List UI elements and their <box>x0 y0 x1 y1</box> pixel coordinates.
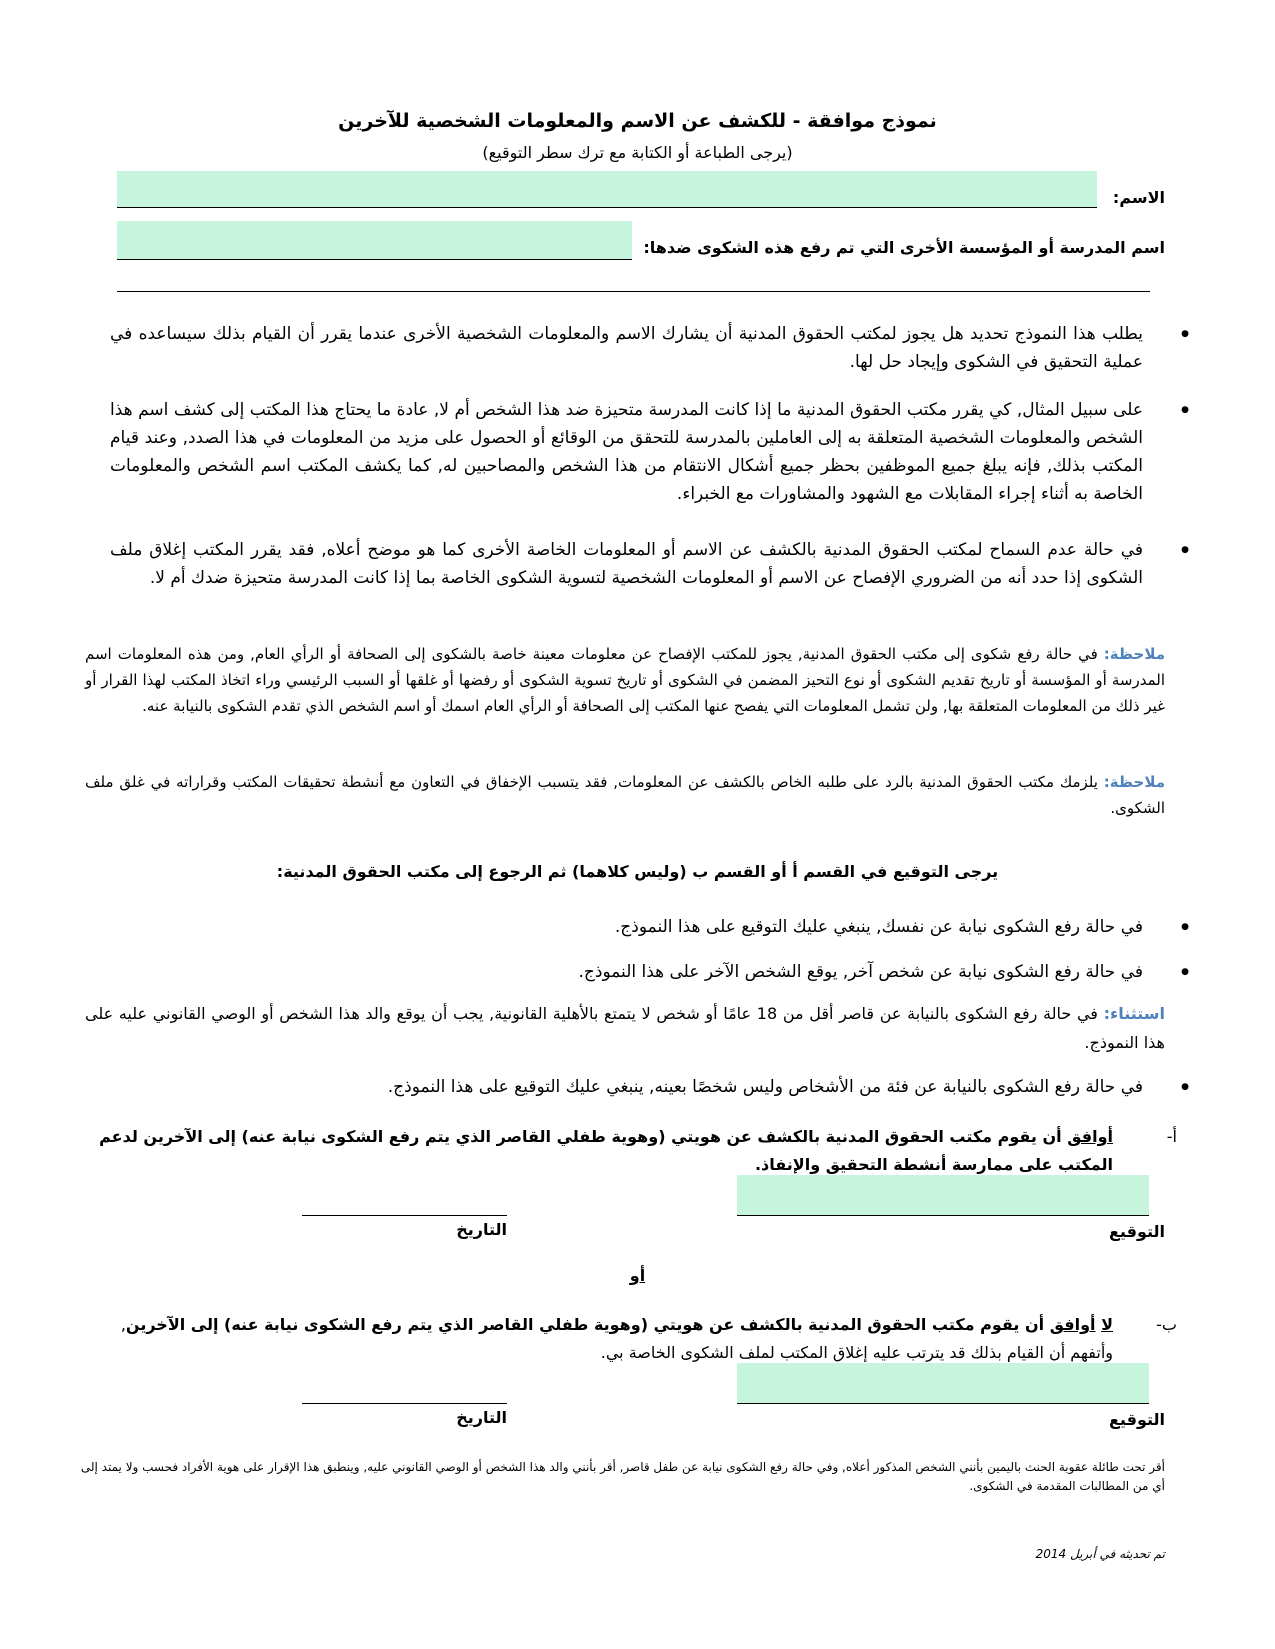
section-a-date-line[interactable] <box>302 1215 507 1216</box>
note-1-text: في حالة رفع شكوى إلى مكتب الحقوق المدنية, يجوز للمكتب الإفصاح عن معلومات معينة خاصة بالشكوى إلى الصحافة أو الرأي العام, ومن هذه المعلومات اسم المدرسة أو المؤسسة أو تاريخ تقديم الشكوى أو نوع التحيز المضمن في الشكوى أو تاريخ تسوية الشكوى أو رفضها أو غلقها أو السبب الرئيسي وراء اتخاذ المكتب لهذا القرار أو غير ذلك من المعلومات المتعلقة بها, ولن تشمل المعلومات التي يفصح عنها المكتب إلى الصحافة أو الرأي العام اسمك أو اسم الشخص الذي تقدم الشكوى بالنيابة عنه. <box>85 645 1165 715</box>
exception-note <box>85 999 1165 1057</box>
section-a <box>75 1123 1177 1179</box>
institution-continuation-line[interactable] <box>117 291 1150 292</box>
form-subtitle: (يرجى الطباعة أو الكتابة مع ترك سطر التوقيع) <box>482 143 793 162</box>
note-1 <box>85 641 1165 719</box>
section-a-text <box>75 1123 1165 1179</box>
section-a-letter: أ- <box>1166 1127 1177 1146</box>
section-b-date-label: التاريخ <box>456 1408 507 1427</box>
signing-instruction: يرجى التوقيع في القسم أ أو القسم ب (وليس كلاهما) ثم الرجوع إلى مكتب الحقوق المدنية: <box>276 862 999 881</box>
section-b-text <box>75 1311 1165 1367</box>
section-b-no: لا <box>1101 1315 1113 1334</box>
or-label: أو <box>629 1266 646 1285</box>
section-a-signature-label: التوقيع <box>1109 1222 1165 1241</box>
info-bullet-2: ● على سبيل المثال, كي يقرر مكتب الحقوق المدنية ما إذا كانت المدرسة متحيزة ضد هذا الشخص أم لا, عادة ما يحتاج هذا المكتب إلى كشف اسم هذا الشخص والمعلومات الشخصية المتعلقة به إلى العاملين بالمدرسة للتحقق من الوقائع أو الحصول على مزيد من المعلومات في هذا الصدد, وعند قيام المكتب بذلك, فإنه يبلغ جميع الموظفين بحظر جميع أشكال الانتقام من هذا الشخص والمصاحبين له, كما يكشف المكتب اسم الشخص والمعلومات الخاصة به أثناء إجراء المقابلات مع الشهود والمشاورات مع الخبراء. <box>110 396 1165 508</box>
section-a-agree: أوافق <box>1067 1127 1113 1146</box>
sign-bullet-3: ● في حالة رفع الشكوى بالنيابة عن فئة من الأشخاص وليس شخصًا بعينه, ينبغي عليك التوقيع على هذا النموذج. <box>110 1073 1165 1101</box>
name-underline <box>117 207 1097 208</box>
sign-bullet-2: ● في حالة رفع الشكوى نيابة عن شخص آخر, يوقع الشخص الآخر على هذا النموذج. <box>110 958 1165 986</box>
exception-text: في حالة رفع الشكوى بالنيابة عن قاصر أقل من 18 عامًا أو شخص لا يتمتع بالأهلية القانونية, يجب أن يوقع والد هذا الشخص أو الوصي القانوني عليه على هذا النموذج. <box>85 1004 1165 1052</box>
note-2 <box>85 769 1165 821</box>
institution-label: اسم المدرسة أو المؤسسة الأخرى التي تم رفع هذه الشكوى ضدها: <box>643 238 1165 257</box>
exception-label: استثناء: <box>1103 1004 1166 1023</box>
section-b-body: أن يقوم مكتب الحقوق المدنية بالكشف عن هويتي (وهوية طفلي القاصر الذي يتم رفع الشكوى نيابة عنه) إلى الآخرين <box>125 1315 1050 1334</box>
form-title: نموذج موافقة - للكشف عن الاسم والمعلومات الشخصية للآخرين <box>338 110 937 132</box>
info-bullet-3: ● في حالة عدم السماح لمكتب الحقوق المدنية بالكشف عن الاسم أو المعلومات الخاصة الأخرى كما هو موضح أعلاه, فقد يقرر المكتب إغلاق ملف الشكوى إذا حدد أنه من الضروري الإفصاح عن الاسم أو المعلومات الشخصية لتسوية الشكوى الخاصة بما إذا كانت المدرسة متحيزة ضدك أم لا. <box>110 536 1165 592</box>
section-a-signature-line <box>737 1215 1149 1216</box>
section-b-signature-label: التوقيع <box>1109 1410 1165 1429</box>
section-b-agree: أوافق <box>1049 1315 1096 1334</box>
section-b-signature-input[interactable] <box>737 1363 1149 1403</box>
section-b <box>75 1311 1177 1367</box>
section-b-letter: ب- <box>1156 1315 1177 1334</box>
updated-date: تم تحديثه في أبريل 2014 <box>1035 1547 1165 1561</box>
note-1-label: ملاحظة: <box>1103 645 1165 663</box>
note-2-label: ملاحظة: <box>1103 773 1165 791</box>
note-2-text: يلزمك مكتب الحقوق المدنية بالرد على طلبه الخاص بالكشف عن المعلومات, فقد يتسبب الإخفاق في التعاون مع أنشطة تحقيقات المكتب وقراراته في غلق ملف الشكوى. <box>85 773 1165 817</box>
section-a-body: أن يقوم مكتب الحقوق المدنية بالكشف عن هويتي (وهوية طفلي القاصر الذي يتم رفع الشكوى نيابة عنه) إلى الآخرين لدعم المكتب على ممارسة أنشطة التحقيق والإنفاذ. <box>99 1127 1113 1174</box>
section-b-rest: , وأتفهم أن القيام بذلك قد يترتب عليه إغلاق المكتب لملف الشكوى الخاصة بي. <box>120 1315 1113 1362</box>
section-b-date-line[interactable] <box>302 1403 507 1404</box>
info-bullet-1: ● يطلب هذا النموذج تحديد هل يجوز لمكتب الحقوق المدنية أن يشارك الاسم والمعلومات الشخصية الأخرى عندما يقرر أن القيام بذلك سيساعده في عملية التحقيق في الشكوى وإيجاد حل لها. <box>110 320 1165 376</box>
section-b-signature-line <box>737 1403 1149 1404</box>
name-label: الاسم: <box>1112 188 1165 207</box>
name-input[interactable] <box>117 171 1097 207</box>
institution-input[interactable] <box>117 221 632 259</box>
section-a-date-label: التاريخ <box>456 1220 507 1239</box>
section-a-signature-input[interactable] <box>737 1175 1149 1215</box>
sign-bullet-1: ● في حالة رفع الشكوى نيابة عن نفسك, ينبغي عليك التوقيع على هذا النموذج. <box>110 913 1165 941</box>
perjury-declaration: أقر تحت طائلة عقوبة الحنث باليمين بأنني الشخص المذكور أعلاه, وفي حالة رفع الشكوى نيابة عن طفل قاصر, أقر بأنني والد هذا الشخص أو الوصي القانوني عليه, وينطبق هذا الإقرار على هوية الأفراد فحسب ولا يمتد إلى أي من المطالبات المقدمة في الشكوى. <box>80 1460 1165 1493</box>
institution-underline <box>117 259 632 260</box>
